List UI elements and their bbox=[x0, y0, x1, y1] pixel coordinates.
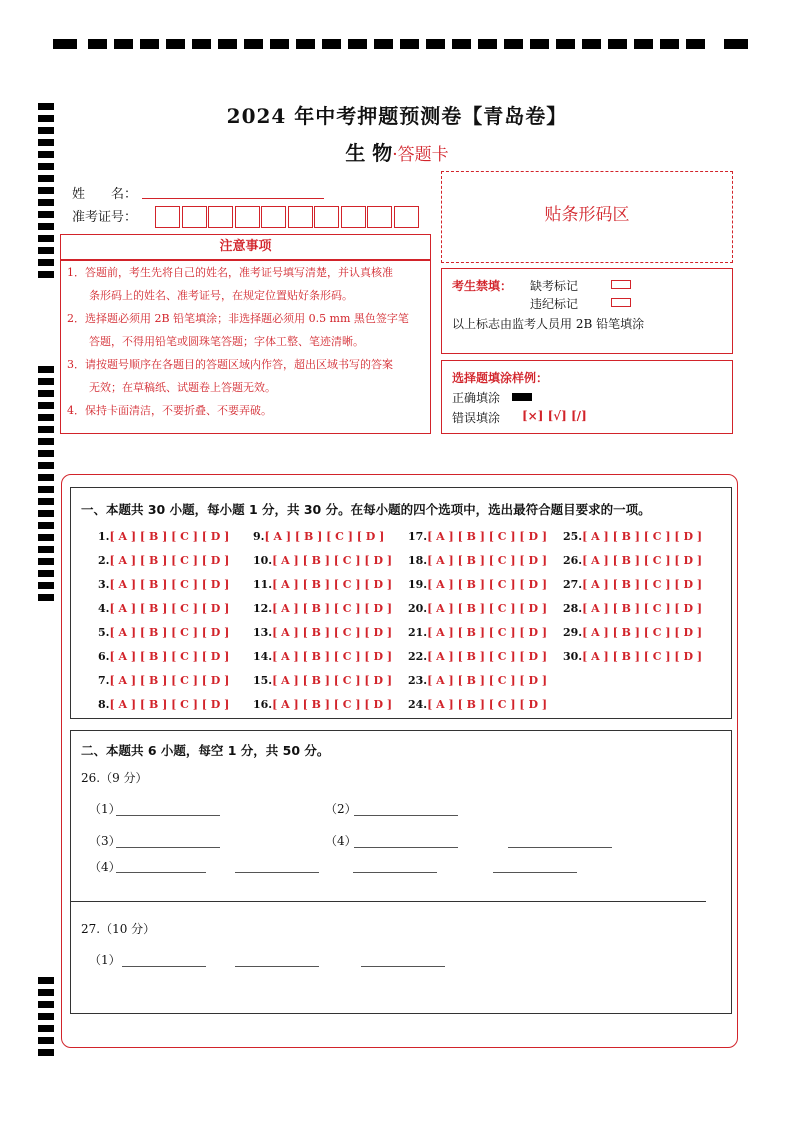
option-bubbles[interactable]: [ A ] [ B ] [ C ] [ D ] bbox=[272, 554, 393, 567]
option-bubbles[interactable]: [ A ] [ B ] [ C ] [ D ] bbox=[109, 674, 230, 687]
id-digit-box[interactable] bbox=[182, 206, 207, 228]
question-number: 14. bbox=[253, 650, 273, 663]
question-number: 25. bbox=[563, 530, 583, 543]
timing-mark bbox=[38, 247, 54, 254]
choice-question[interactable] bbox=[563, 530, 702, 543]
timing-mark bbox=[38, 546, 54, 553]
timing-mark bbox=[322, 39, 341, 49]
choice-question[interactable] bbox=[98, 578, 229, 591]
question-number: 22. bbox=[408, 650, 428, 663]
question-number: 4. bbox=[98, 602, 110, 615]
q26-divider bbox=[71, 901, 706, 902]
timing-mark bbox=[582, 39, 601, 49]
id-digit-box[interactable] bbox=[314, 206, 339, 228]
option-bubbles[interactable]: [ A ] [ B ] [ C ] [ D ] bbox=[272, 626, 393, 639]
id-digit-box[interactable] bbox=[288, 206, 313, 228]
timing-mark bbox=[38, 187, 54, 194]
option-bubbles[interactable]: [ A ] [ B ] [ C ] [ D ] bbox=[272, 602, 393, 615]
choice-question[interactable] bbox=[253, 698, 392, 711]
fill-section-title: 二、本题共 6 小题，每空 1 分，共 50 分。 bbox=[81, 743, 330, 758]
timing-mark bbox=[38, 211, 54, 218]
choice-question[interactable] bbox=[253, 578, 392, 591]
option-bubbles[interactable]: [ A ] [ B ] [ C ] [ D ] bbox=[109, 602, 230, 615]
timing-mark bbox=[166, 39, 185, 49]
q27-label: 27.（10 分） bbox=[81, 922, 156, 936]
timing-mark bbox=[400, 39, 419, 49]
question-number: 5. bbox=[98, 626, 110, 639]
q26-label: 26.（9 分） bbox=[81, 771, 148, 785]
option-bubbles[interactable]: [ A ] [ B ] [ C ] [ D ] bbox=[109, 650, 230, 663]
option-bubbles[interactable]: [ A ] [ B ] [ C ] [ D ] bbox=[582, 530, 703, 543]
name-field[interactable] bbox=[142, 198, 324, 199]
timing-mark bbox=[38, 534, 54, 541]
timing-mark bbox=[724, 39, 748, 49]
timing-mark bbox=[270, 39, 289, 49]
timing-mark bbox=[38, 450, 54, 457]
question-number: 12. bbox=[253, 602, 273, 615]
timing-mark bbox=[140, 39, 159, 49]
absent-mark-box[interactable] bbox=[611, 280, 631, 289]
choice-question[interactable] bbox=[253, 650, 392, 663]
timing-mark bbox=[244, 39, 263, 49]
timing-mark bbox=[38, 977, 54, 984]
prohibit-box bbox=[441, 268, 733, 354]
timing-mark bbox=[38, 522, 54, 529]
option-bubbles[interactable]: [ A ] [ B ] [ C ] [ D ] bbox=[582, 554, 703, 567]
timing-mark bbox=[88, 39, 107, 49]
q27-blank-1[interactable] bbox=[122, 966, 206, 967]
timing-mark bbox=[38, 199, 54, 206]
choice-question[interactable] bbox=[98, 650, 229, 663]
timing-mark bbox=[38, 486, 54, 493]
choice-question[interactable] bbox=[563, 578, 702, 591]
option-bubbles[interactable]: [ A ] [ B ] [ C ] [ D ] bbox=[427, 530, 548, 543]
timing-mark bbox=[348, 39, 367, 49]
question-number: 18. bbox=[408, 554, 428, 567]
choice-question[interactable] bbox=[98, 554, 229, 567]
question-number: 21. bbox=[408, 626, 428, 639]
option-bubbles[interactable]: [ A ] [ B ] [ C ] [ D ] bbox=[582, 626, 703, 639]
timing-mark bbox=[38, 402, 54, 409]
question-number: 26. bbox=[563, 554, 583, 567]
choice-question[interactable] bbox=[98, 602, 229, 615]
choice-question[interactable] bbox=[563, 602, 702, 615]
timing-mark bbox=[38, 414, 54, 421]
option-bubbles[interactable]: [ A ] [ B ] [ C ] [ D ] bbox=[272, 698, 393, 711]
choice-section bbox=[70, 487, 732, 719]
question-number: 13. bbox=[253, 626, 273, 639]
option-bubbles[interactable]: [ A ] [ B ] [ C ] [ D ] bbox=[264, 530, 385, 543]
timing-mark bbox=[114, 39, 133, 49]
q26-blank-9[interactable] bbox=[493, 872, 577, 873]
timing-mark bbox=[374, 39, 393, 49]
violation-mark-box[interactable] bbox=[611, 298, 631, 307]
name-label: 姓 名： bbox=[72, 187, 138, 202]
timing-mark bbox=[38, 223, 54, 230]
timing-mark bbox=[38, 498, 54, 505]
id-digit-box[interactable] bbox=[394, 206, 419, 228]
option-bubbles[interactable]: [ A ] [ B ] [ C ] [ D ] bbox=[109, 698, 230, 711]
card-type: ·答题卡 bbox=[392, 145, 449, 165]
choice-question[interactable] bbox=[563, 626, 702, 639]
option-bubbles[interactable]: [ A ] [ B ] [ C ] [ D ] bbox=[427, 698, 548, 711]
question-number: 6. bbox=[98, 650, 110, 663]
option-bubbles[interactable]: [ A ] [ B ] [ C ] [ D ] bbox=[582, 578, 703, 591]
timing-mark bbox=[38, 378, 54, 385]
choice-question[interactable] bbox=[253, 674, 392, 687]
question-number: 3. bbox=[98, 578, 110, 591]
choice-question[interactable] bbox=[98, 530, 229, 543]
q26-blank-7[interactable] bbox=[235, 872, 319, 873]
timing-mark bbox=[38, 462, 54, 469]
subject-name: 生 物 bbox=[345, 141, 393, 165]
timing-mark bbox=[192, 39, 211, 49]
id-digit-box[interactable] bbox=[341, 206, 366, 228]
notice-item: 1．答题前，考生先将自己的姓名，准考证号填写清楚，并认真核准 bbox=[67, 266, 393, 279]
timing-mark bbox=[478, 39, 497, 49]
q26-part1-label: （1） bbox=[89, 802, 121, 816]
timing-mark bbox=[686, 39, 705, 49]
notice-item: 2．选择题必须用 2B 铅笔填涂；非选择题必须用 0.5 mm 黑色签字笔 bbox=[67, 312, 409, 325]
id-digit-box[interactable] bbox=[208, 206, 233, 228]
q26-blank-3[interactable] bbox=[116, 847, 220, 848]
prohibit-label: 考生禁填： bbox=[452, 279, 513, 293]
q26-part4a-label: （4） bbox=[325, 834, 357, 848]
timing-mark bbox=[38, 1001, 54, 1008]
question-number: 10. bbox=[253, 554, 273, 567]
q26-blank-6[interactable] bbox=[116, 872, 206, 873]
q26-blank-1[interactable] bbox=[116, 815, 220, 816]
timing-mark bbox=[38, 235, 54, 242]
question-number: 9. bbox=[253, 530, 265, 543]
question-number: 2. bbox=[98, 554, 110, 567]
correct-fill-sample bbox=[512, 393, 532, 401]
choice-question[interactable] bbox=[98, 674, 229, 687]
choice-question[interactable] bbox=[408, 698, 547, 711]
q27-blank-2[interactable] bbox=[235, 966, 319, 967]
choice-question[interactable] bbox=[408, 674, 547, 687]
exam-id-boxes[interactable] bbox=[155, 206, 420, 228]
timing-mark bbox=[660, 39, 679, 49]
page-subtitle bbox=[0, 137, 794, 166]
question-number: 28. bbox=[563, 602, 583, 615]
choice-question[interactable] bbox=[408, 554, 547, 567]
question-number: 23. bbox=[408, 674, 428, 687]
choice-question[interactable] bbox=[253, 530, 384, 543]
option-bubbles[interactable]: [ A ] [ B ] [ C ] [ D ] bbox=[582, 602, 703, 615]
notice-box bbox=[60, 260, 431, 434]
notice-item: 4．保持卡面清洁，不要折叠、不要弄破。 bbox=[67, 404, 272, 417]
timing-mark bbox=[556, 39, 575, 49]
notice-heading: 注意事项 bbox=[60, 234, 431, 260]
choice-section-title: 一、本题共 30 小题，每小题 1 分，共 30 分。在每小题的四个选项中，选出最符合题目要求的一项。 bbox=[81, 502, 651, 517]
timing-mark bbox=[38, 474, 54, 481]
fill-section bbox=[70, 730, 732, 1014]
timing-mark bbox=[38, 558, 54, 565]
notice-item: 条形码上的姓名、准考证号，在规定位置贴好条形码。 bbox=[67, 289, 353, 302]
wrong-fill-samples: [×] [√] [/] bbox=[522, 409, 587, 423]
choice-question[interactable] bbox=[253, 602, 392, 615]
option-bubbles[interactable]: [ A ] [ B ] [ C ] [ D ] bbox=[109, 626, 230, 639]
id-label: 准考证号： bbox=[72, 210, 138, 225]
option-bubbles[interactable]: [ A ] [ B ] [ C ] [ D ] bbox=[427, 602, 548, 615]
question-number: 16. bbox=[253, 698, 273, 711]
timing-mark bbox=[38, 1025, 54, 1032]
q26-blank-8[interactable] bbox=[353, 872, 437, 873]
timing-mark bbox=[38, 1037, 54, 1044]
timing-mark bbox=[296, 39, 315, 49]
id-digit-box[interactable] bbox=[155, 206, 180, 228]
choice-question[interactable] bbox=[253, 626, 392, 639]
choice-question[interactable] bbox=[408, 530, 547, 543]
question-number: 8. bbox=[98, 698, 110, 711]
timing-mark bbox=[530, 39, 549, 49]
timing-mark bbox=[38, 366, 54, 373]
timing-mark bbox=[38, 1049, 54, 1056]
q27-part1-label: （1） bbox=[89, 953, 121, 967]
timing-mark bbox=[53, 39, 77, 49]
choice-question[interactable] bbox=[408, 578, 547, 591]
q26-blank-5[interactable] bbox=[508, 847, 612, 848]
option-bubbles[interactable]: [ A ] [ B ] [ C ] [ D ] bbox=[109, 554, 230, 567]
option-bubbles[interactable]: [ A ] [ B ] [ C ] [ D ] bbox=[427, 650, 548, 663]
prohibit-note: 以上标志由监考人员用 2B 铅笔填涂 bbox=[452, 317, 645, 331]
choice-question[interactable] bbox=[408, 602, 547, 615]
barcode-area: 贴条形码区 bbox=[441, 171, 733, 263]
fill-sample-box bbox=[441, 360, 733, 434]
violation-label: 违纪标记 bbox=[530, 297, 579, 311]
wrong-fill-label: 错误填涂 bbox=[452, 411, 501, 425]
timing-mark bbox=[38, 438, 54, 445]
question-number: 29. bbox=[563, 626, 583, 639]
timing-mark bbox=[426, 39, 445, 49]
correct-fill-label: 正确填涂 bbox=[452, 391, 501, 405]
option-bubbles[interactable]: [ A ] [ B ] [ C ] [ D ] bbox=[272, 578, 393, 591]
page-title: 2024 年中考押题预测卷【青岛卷】 bbox=[226, 104, 568, 128]
option-bubbles[interactable]: [ A ] [ B ] [ C ] [ D ] bbox=[582, 650, 703, 663]
notice-item: 答题，不得用铅笔或圆珠笔答题；字体工整、笔迹清晰。 bbox=[67, 335, 364, 348]
notice-item: 无效；在草稿纸、试题卷上答题无效。 bbox=[67, 381, 276, 394]
option-bubbles[interactable]: [ A ] [ B ] [ C ] [ D ] bbox=[427, 674, 548, 687]
timing-mark bbox=[218, 39, 237, 49]
question-number: 24. bbox=[408, 698, 428, 711]
q27-blank-3[interactable] bbox=[361, 966, 445, 967]
q26-part2-label: （2） bbox=[325, 802, 357, 816]
option-bubbles[interactable]: [ A ] [ B ] [ C ] [ D ] bbox=[427, 554, 548, 567]
choice-question[interactable] bbox=[98, 698, 229, 711]
question-number: 19. bbox=[408, 578, 428, 591]
choice-question[interactable] bbox=[563, 554, 702, 567]
choice-question[interactable] bbox=[253, 554, 392, 567]
timing-mark bbox=[38, 594, 54, 601]
timing-mark bbox=[38, 582, 54, 589]
q26-blank-2[interactable] bbox=[354, 815, 458, 816]
option-bubbles[interactable]: [ A ] [ B ] [ C ] [ D ] bbox=[272, 674, 393, 687]
q26-part3-label: （3） bbox=[89, 834, 121, 848]
option-bubbles[interactable]: [ A ] [ B ] [ C ] [ D ] bbox=[109, 578, 230, 591]
question-number: 11. bbox=[253, 578, 273, 591]
timing-mark bbox=[38, 390, 54, 397]
option-bubbles[interactable]: [ A ] [ B ] [ C ] [ D ] bbox=[427, 578, 548, 591]
choice-question[interactable] bbox=[408, 626, 547, 639]
timing-mark bbox=[38, 510, 54, 517]
question-number: 27. bbox=[563, 578, 583, 591]
choice-question[interactable] bbox=[563, 650, 702, 663]
question-number: 20. bbox=[408, 602, 428, 615]
question-number: 30. bbox=[563, 650, 583, 663]
timing-mark bbox=[38, 271, 54, 278]
timing-mark bbox=[452, 39, 471, 49]
option-bubbles[interactable]: [ A ] [ B ] [ C ] [ D ] bbox=[109, 530, 230, 543]
timing-mark bbox=[504, 39, 523, 49]
timing-mark bbox=[38, 175, 54, 182]
choice-question[interactable] bbox=[98, 626, 229, 639]
absent-label: 缺考标记 bbox=[530, 279, 579, 293]
choice-question[interactable] bbox=[408, 650, 547, 663]
notice-item: 3．请按题号顺序在各题目的答题区域内作答，超出区域书写的答案 bbox=[67, 358, 393, 371]
timing-mark bbox=[634, 39, 653, 49]
id-digit-box[interactable] bbox=[235, 206, 260, 228]
timing-mark bbox=[38, 1013, 54, 1020]
timing-mark bbox=[38, 259, 54, 266]
question-number: 15. bbox=[253, 674, 273, 687]
q26-part4b-label: （4） bbox=[89, 860, 121, 874]
id-digit-box[interactable] bbox=[261, 206, 286, 228]
question-number: 1. bbox=[98, 530, 110, 543]
sample-label: 选择题填涂样例： bbox=[452, 371, 549, 385]
timing-mark bbox=[608, 39, 627, 49]
q26-blank-4[interactable] bbox=[354, 847, 458, 848]
option-bubbles[interactable]: [ A ] [ B ] [ C ] [ D ] bbox=[427, 626, 548, 639]
option-bubbles[interactable]: [ A ] [ B ] [ C ] [ D ] bbox=[272, 650, 393, 663]
id-digit-box[interactable] bbox=[367, 206, 392, 228]
question-number: 17. bbox=[408, 530, 428, 543]
timing-mark bbox=[38, 426, 54, 433]
timing-mark bbox=[38, 570, 54, 577]
timing-mark bbox=[38, 989, 54, 996]
question-number: 7. bbox=[98, 674, 110, 687]
